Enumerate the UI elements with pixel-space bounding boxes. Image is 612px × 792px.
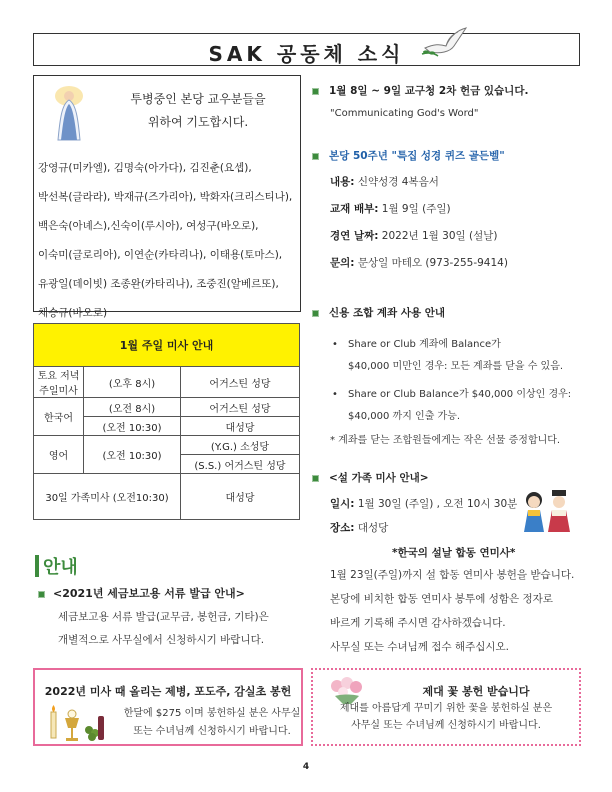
tax-notice-body [58,606,269,652]
quiz-item-label: 교재 배부: [330,203,379,215]
quiz-item-value: 신약성경 4복음서 [354,176,439,188]
quiz-item-value: 1월 9일 (주일) [378,203,451,215]
memorial-line: 1월 23일(주일)까지 설 합동 연미사 봉헌을 받습니다. [330,569,575,581]
tax-notice-title-text: <2021년 세금보고용 서류 발급 안내> [53,587,245,600]
mass-row-label: 영어 [34,436,84,474]
dove-icon [420,22,470,62]
quiz-item [330,174,439,189]
offering-line: 또는 수녀님께 신청하시기 바랍니다. [133,726,291,737]
names-line: 백은숙(아녜스),신숙이(루시아), 여성구(바오로), [38,220,259,232]
memorial-body [330,563,574,659]
mass-row-label: 30일 가족미사 (오전10:30) [34,474,181,520]
flower-title: 제대 꽃 봉헌 받습니다 [422,685,530,698]
flower-line: 제대를 아름답게 꾸미기 위한 꽃을 봉헌하실 분은 [339,703,553,714]
prayer-box [33,75,301,319]
mass-row-label: 한국어 [34,398,84,436]
lunar-item [330,520,388,535]
title-box [33,33,580,66]
offering-box [33,668,303,746]
mass-row-time: (오후 8시) [84,367,181,398]
credit-list [330,334,600,428]
lunar-item-value: 대성당 [354,522,389,534]
quiz-item-label: 경연 날짜: [330,230,379,242]
quiz-item [330,255,508,270]
lunar-item [330,496,517,511]
lunar-item-label: 일시: [330,498,355,510]
tax-notice-line: 세금보고용 서류 발급(교무금, 봉헌금, 기타)은 [58,611,269,623]
square-bullet-icon [312,88,319,95]
credit-notice [312,305,445,320]
flower-line: 사무실 또는 수녀님께 신청하시기 바랍니다. [351,720,541,731]
prayer-heading-line: 투병중인 본당 교우분들을 [130,92,266,106]
section-accent-bar [35,555,39,577]
quiz-item-label: 문의: [330,257,355,269]
collection-subtitle: "Communicating God's Word" [330,108,479,119]
list-item [330,334,600,378]
quiz-notice [312,148,505,163]
square-bullet-icon [312,153,319,160]
credit-line: $40,000 미만인 경우: 모든 계좌를 닫을 수 있음. [348,361,564,372]
offering-line: 한달에 $275 이며 봉헌하실 분은 사무실 [123,708,301,719]
lunar-item-value: 1월 30일 (주일) , 오전 10시 30분 [354,498,518,510]
names-line: 박선복(글라라), 박재규(즈가리아), 박화자(크리스티나), [38,191,293,203]
square-bullet-icon [38,591,45,598]
mass-row-label: 토요 저녁 주일미사 [34,367,84,398]
mass-row-place: 어거스틴 성당 [181,367,300,398]
hanbok-couple-icon [518,488,574,534]
prayer-heading [104,88,292,134]
offering-title: 2022년 미사 때 올리는 제병, 포도주, 감실초 봉헌 [44,685,292,698]
square-bullet-icon [312,475,319,482]
flower-text [313,700,579,734]
quiz-item [330,201,451,216]
mass-row-time: (오전 8시) [84,398,181,417]
section-label: 안내 [43,557,78,578]
offering-text [123,705,301,741]
credit-line: • Share or Club Balance가 $40,000 이상인 경우: [348,389,572,400]
memorial-line: 바르게 기록해 주시면 감사하겠습니다. [330,617,506,629]
names-line: 유광일(데이빗) 조종완(카타리나), 조중진(알베르또), [38,278,279,290]
quiz-item-value: 2022년 1월 30일 (설날) [378,230,498,242]
memorial-title: *한국의 설날 합동 연미사* [392,547,516,559]
quiz-item-label: 내용: [330,176,355,188]
names-line: 강영규(미카엘), 김명숙(아가다), 김진춘(요셉), [38,162,252,174]
collection-notice [312,83,528,98]
mass-row-time: (오전 10:30) [84,436,181,474]
mass-schedule-table [33,323,300,520]
mass-row-place: (Y.G.) 소성당 [181,436,300,455]
page-number: 4 [302,762,310,772]
virgin-mary-icon [48,84,90,142]
credit-line: $40,000 까지 인출 가능. [348,411,461,422]
mass-row-place: 대성당 [181,417,300,436]
collection-title: 1월 8일 ~ 9일 교구청 2차 헌금 있습니다. [329,85,529,97]
quiz-item-value: 문상일 마테오 (973-255-9414) [354,257,508,269]
square-bullet-icon [312,310,319,317]
page-title: SAK 공동체 소식 [208,42,405,66]
credit-note: * 계좌를 닫는 조합원들에게는 작은 선물 증정합니다. [330,435,561,446]
tax-notice-line: 개별적으로 사무실에서 신청하시기 바랍니다. [58,634,265,646]
memorial-line: 사무실 또는 수녀님께 접수 해주십시오. [330,641,509,653]
names-line: 이숙미(글로리아), 이연순(카타리나), 이태용(토마스), [38,249,283,261]
prayer-heading-line: 위하여 기도합시다. [147,115,249,129]
quiz-title: 본당 50주년 "특집 성경 퀴즈 골든벨" [329,150,505,162]
lunar-mass-notice [312,470,429,485]
mass-table-title: 1월 주일 미사 안내 [34,324,300,367]
prayer-names [38,154,300,328]
quiz-item [330,228,497,243]
flower-box [311,668,581,746]
eucharist-icon [43,702,113,744]
mass-row-place: (S.S.) 어거스틴 성당 [181,455,300,474]
tax-notice-title [38,585,245,601]
mass-row-time: (오전 10:30) [84,417,181,436]
mass-row-place: 어거스틴 성당 [181,398,300,417]
lunar-item-label: 장소: [330,522,355,534]
names-line: 채승규(바오로) [38,307,108,319]
list-item [330,384,600,428]
credit-title: 신용 조합 계좌 사용 안내 [329,307,446,319]
lunar-mass-title: <설 가족 미사 안내> [329,472,429,484]
memorial-line: 본당에 비치한 합동 연미사 봉투에 성함은 정자로 [330,593,553,605]
mass-row-place: 대성당 [181,474,300,520]
credit-line: • Share or Club 계좌에 Balance가 [348,339,501,350]
